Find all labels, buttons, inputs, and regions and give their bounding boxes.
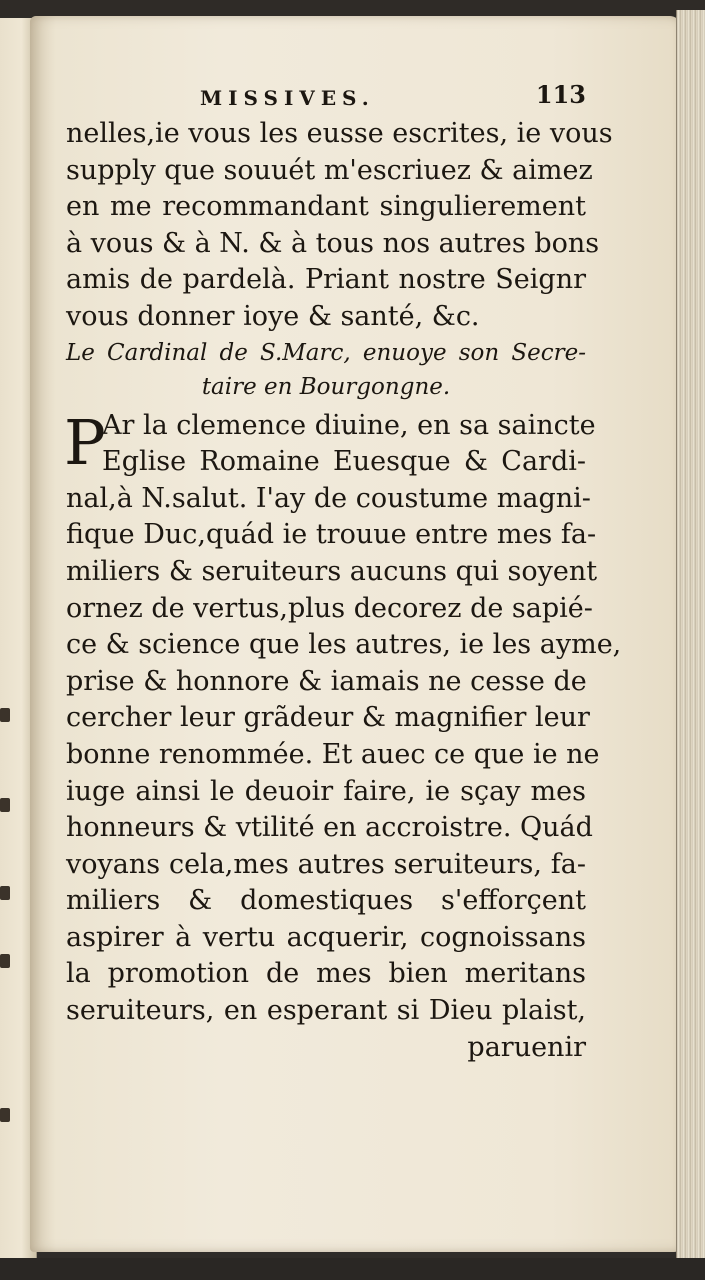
drop-cap: P xyxy=(64,405,106,479)
page-text-block xyxy=(64,76,622,1066)
text-line: cercher leur grãdeur & magnifier leur xyxy=(66,702,590,734)
letter-heading xyxy=(66,336,586,404)
text-line: en me recommandant singulierement xyxy=(66,191,586,223)
binding-bottom-edge xyxy=(0,1258,705,1280)
text-line: honneurs & vtilité en accroistre. Quád xyxy=(66,812,593,844)
running-head xyxy=(66,76,586,116)
text-line: vous donner ioye & santé, &c. xyxy=(66,300,480,332)
text-line: ce & science que les autres, ie les ayme, xyxy=(66,629,622,661)
text-line: aspirer à vertu acquerir, cognoissans xyxy=(66,921,586,953)
text-line: iuge ainsi le deuoir faire, ie sçay mes xyxy=(66,775,586,807)
text-line: la promotion de mes bien meritans xyxy=(66,958,586,990)
page-fore-edge xyxy=(676,10,705,1260)
text-line: miliers & domestiques s'efforçent xyxy=(66,885,586,917)
text-line: voyans cela,mes autres seruiteurs, fa- xyxy=(66,848,586,880)
letter-body xyxy=(64,405,622,1067)
text-line: Ar la clemence diuine, en sa saincte xyxy=(102,409,596,441)
text-line: à vous & à N. & à tous nos autres bons xyxy=(66,227,600,259)
text-line: fique Duc,quád ie trouue entre mes fa- xyxy=(66,519,597,551)
text-line: bonne renommée. Et auec ce que ie ne xyxy=(66,738,600,770)
text-line: supply que souuét m'escriuez & aimez xyxy=(66,154,593,186)
catchword: paruenir xyxy=(467,1031,586,1063)
heading-line: taire en Bourgongne. xyxy=(201,373,451,400)
text-line: ornez de vertus,plus decorez de sapié- xyxy=(66,592,593,624)
binding-top-edge xyxy=(0,0,705,16)
left-page-ink-fragment xyxy=(0,798,10,812)
text-line: miliers & seruiteurs aucuns qui soyent xyxy=(66,555,598,587)
preceding-letter-end xyxy=(66,116,613,336)
text-line: seruiteurs, en esperant si Dieu plaist, xyxy=(66,995,586,1027)
text-line: nal,à N.salut. I'ay de coustume magni- xyxy=(66,482,591,514)
running-title: MISSIVES. xyxy=(200,86,375,110)
left-page-ink-fragment xyxy=(0,1108,10,1122)
text-line: prise & honnore & iamais ne cesse de xyxy=(66,665,587,697)
text-line: amis de pardelà. Priant nostre Seignr xyxy=(66,264,586,296)
text-line: nelles,ie vous les eusse escrites, ie vous xyxy=(66,118,613,149)
heading-line: Le Cardinal de S.Marc, enuoye son Secre- xyxy=(66,339,586,366)
left-page-ink-fragment xyxy=(0,886,10,900)
left-page-ink-fragment xyxy=(0,954,10,968)
left-page-ink-fragment xyxy=(0,708,10,722)
page-number: 113 xyxy=(535,80,586,109)
text-line: Eglise Romaine Euesque & Cardi- xyxy=(102,446,586,478)
